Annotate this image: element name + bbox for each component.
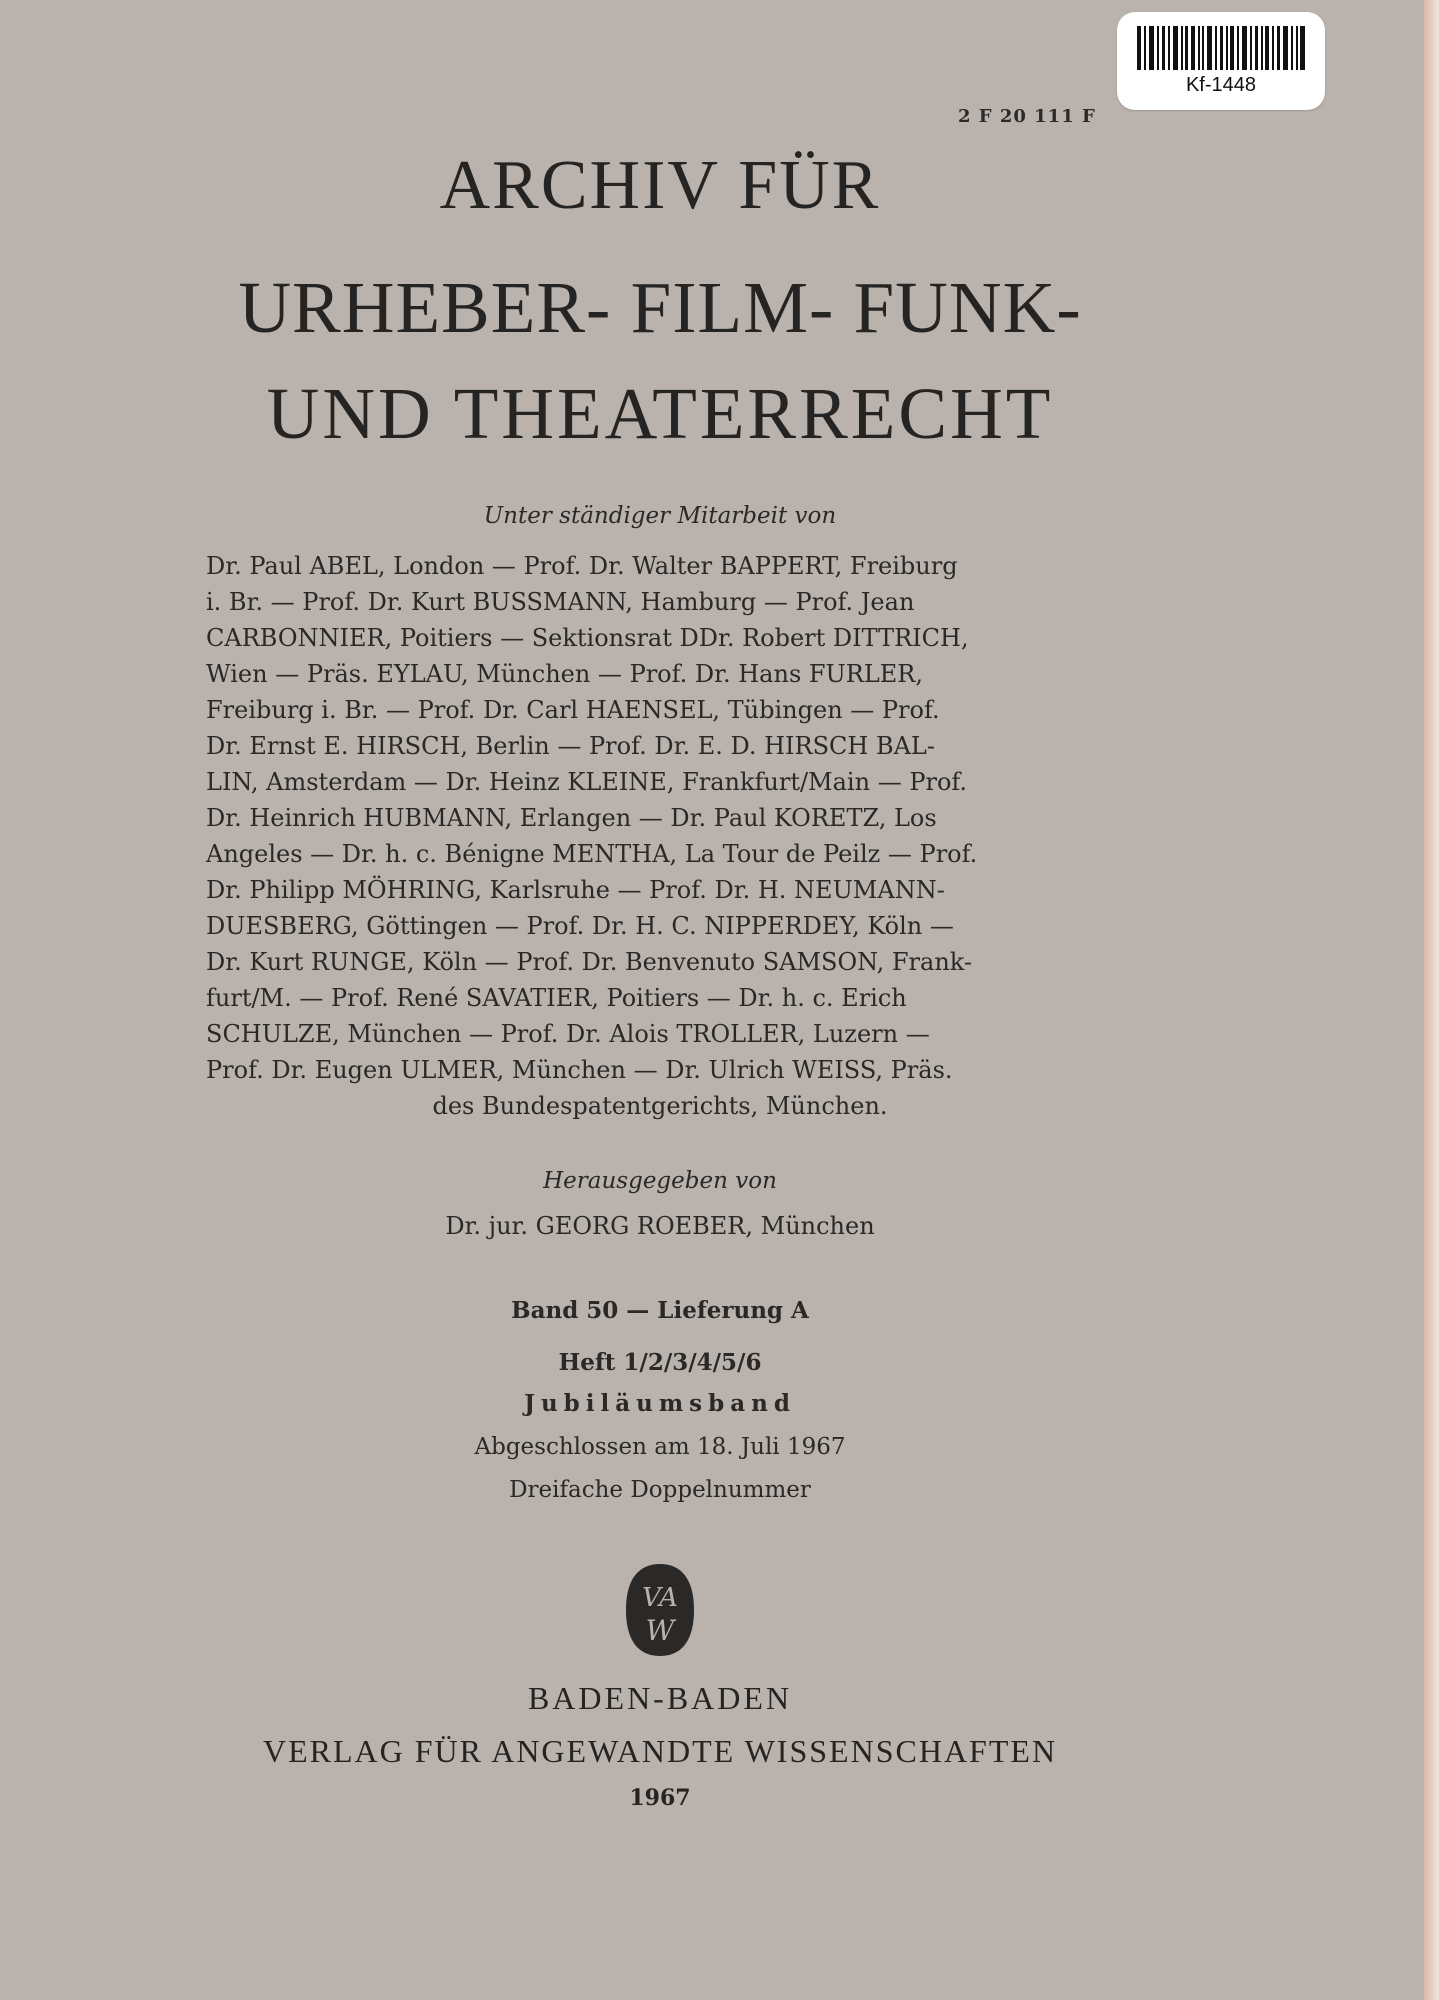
contributor-line: furt/M. — Prof. René SAVATIER, Poitiers — Dr. h. c. Erich [206, 984, 907, 1012]
contributor-line: Freiburg i. Br. — Prof. Dr. Carl HAENSEL, Tübingen — Prof. [206, 696, 940, 724]
issue-number-note: Dreifache Doppelnummer [509, 1477, 811, 1503]
contributor-line: Dr. Philipp MÖHRING, Karlsruhe — Prof. Dr. H. NEUMANN- [206, 876, 945, 904]
contributor-line: Prof. Dr. Eugen ULMER, München — Dr. Ulrich WEISS, Präs. [206, 1056, 953, 1084]
jubilee-label: Jubiläumsband [524, 1390, 796, 1417]
contributor-line: Dr. Kurt RUNGE, Köln — Prof. Dr. Benvenuto SAMSON, Frank- [206, 948, 973, 976]
barcode-icon [1137, 26, 1305, 70]
editor-name: Dr. jur. GEORG ROEBER, München [445, 1212, 875, 1240]
contributor-line: DUESBERG, Göttingen — Prof. Dr. H. C. NIPPERDEY, Köln — [206, 912, 954, 940]
collaboration-heading: Unter ständiger Mitarbeit von [483, 503, 837, 529]
logo-text-top: VA [642, 1583, 678, 1613]
logo-text-bottom: W [645, 1614, 675, 1647]
library-shelfmark: Kf-1448 [1185, 74, 1257, 96]
volume-info: Band 50 — Lieferung A [511, 1297, 809, 1324]
title-line-2: URHEBER- FILM- FUNK- [238, 267, 1082, 348]
publisher-logo-icon [624, 1562, 696, 1658]
contributor-line: Dr. Paul ABEL, London — Prof. Dr. Walter BAPPERT, Freiburg [206, 552, 958, 580]
editor-heading: Herausgegeben von [543, 1168, 777, 1194]
contributor-line: Angeles — Dr. h. c. Bénigne MENTHA, La Tour de Peilz — Prof. [206, 840, 978, 868]
title-line-3: UND THEATERRECHT [266, 373, 1054, 454]
contributor-line: i. Br. — Prof. Dr. Kurt BUSSMANN, Hamburg — Prof. Jean [206, 588, 915, 616]
serial-number: 2 F 20 111 F [958, 106, 1096, 127]
publisher-name: VERLAG FÜR ANGEWANDTE WISSENSCHAFTEN [262, 1733, 1058, 1769]
contributor-line: SCHULZE, München — Prof. Dr. Alois TROLLER, Luzern — [206, 1020, 930, 1048]
title-line-1: ARCHIV FÜR [439, 147, 881, 224]
contributor-line: Dr. Ernst E. HIRSCH, Berlin — Prof. Dr. E. D. HIRSCH BAL- [206, 732, 935, 760]
contributor-line: Dr. Heinrich HUBMANN, Erlangen — Dr. Paul KORETZ, Los [206, 804, 937, 832]
contributor-last-line: des Bundespatentgerichts, München. [432, 1092, 888, 1120]
page-edge [1424, 0, 1439, 2000]
contributor-line: LIN, Amsterdam — Dr. Heinz KLEINE, Frankfurt/Main — Prof. [206, 768, 968, 796]
barcode-label [1117, 12, 1325, 110]
contributor-line: CARBONNIER, Poitiers — Sektionsrat DDr. Robert DITTRICH, [206, 624, 969, 652]
heft-info: Heft 1/2/3/4/5/6 [558, 1349, 762, 1376]
closing-date: Abgeschlossen am 18. Juli 1967 [474, 1434, 846, 1460]
publisher-city: BADEN-BADEN [527, 1680, 793, 1716]
contributor-line: Wien — Präs. EYLAU, München — Prof. Dr. Hans FURLER, [206, 660, 923, 688]
publication-year: 1967 [629, 1785, 691, 1811]
